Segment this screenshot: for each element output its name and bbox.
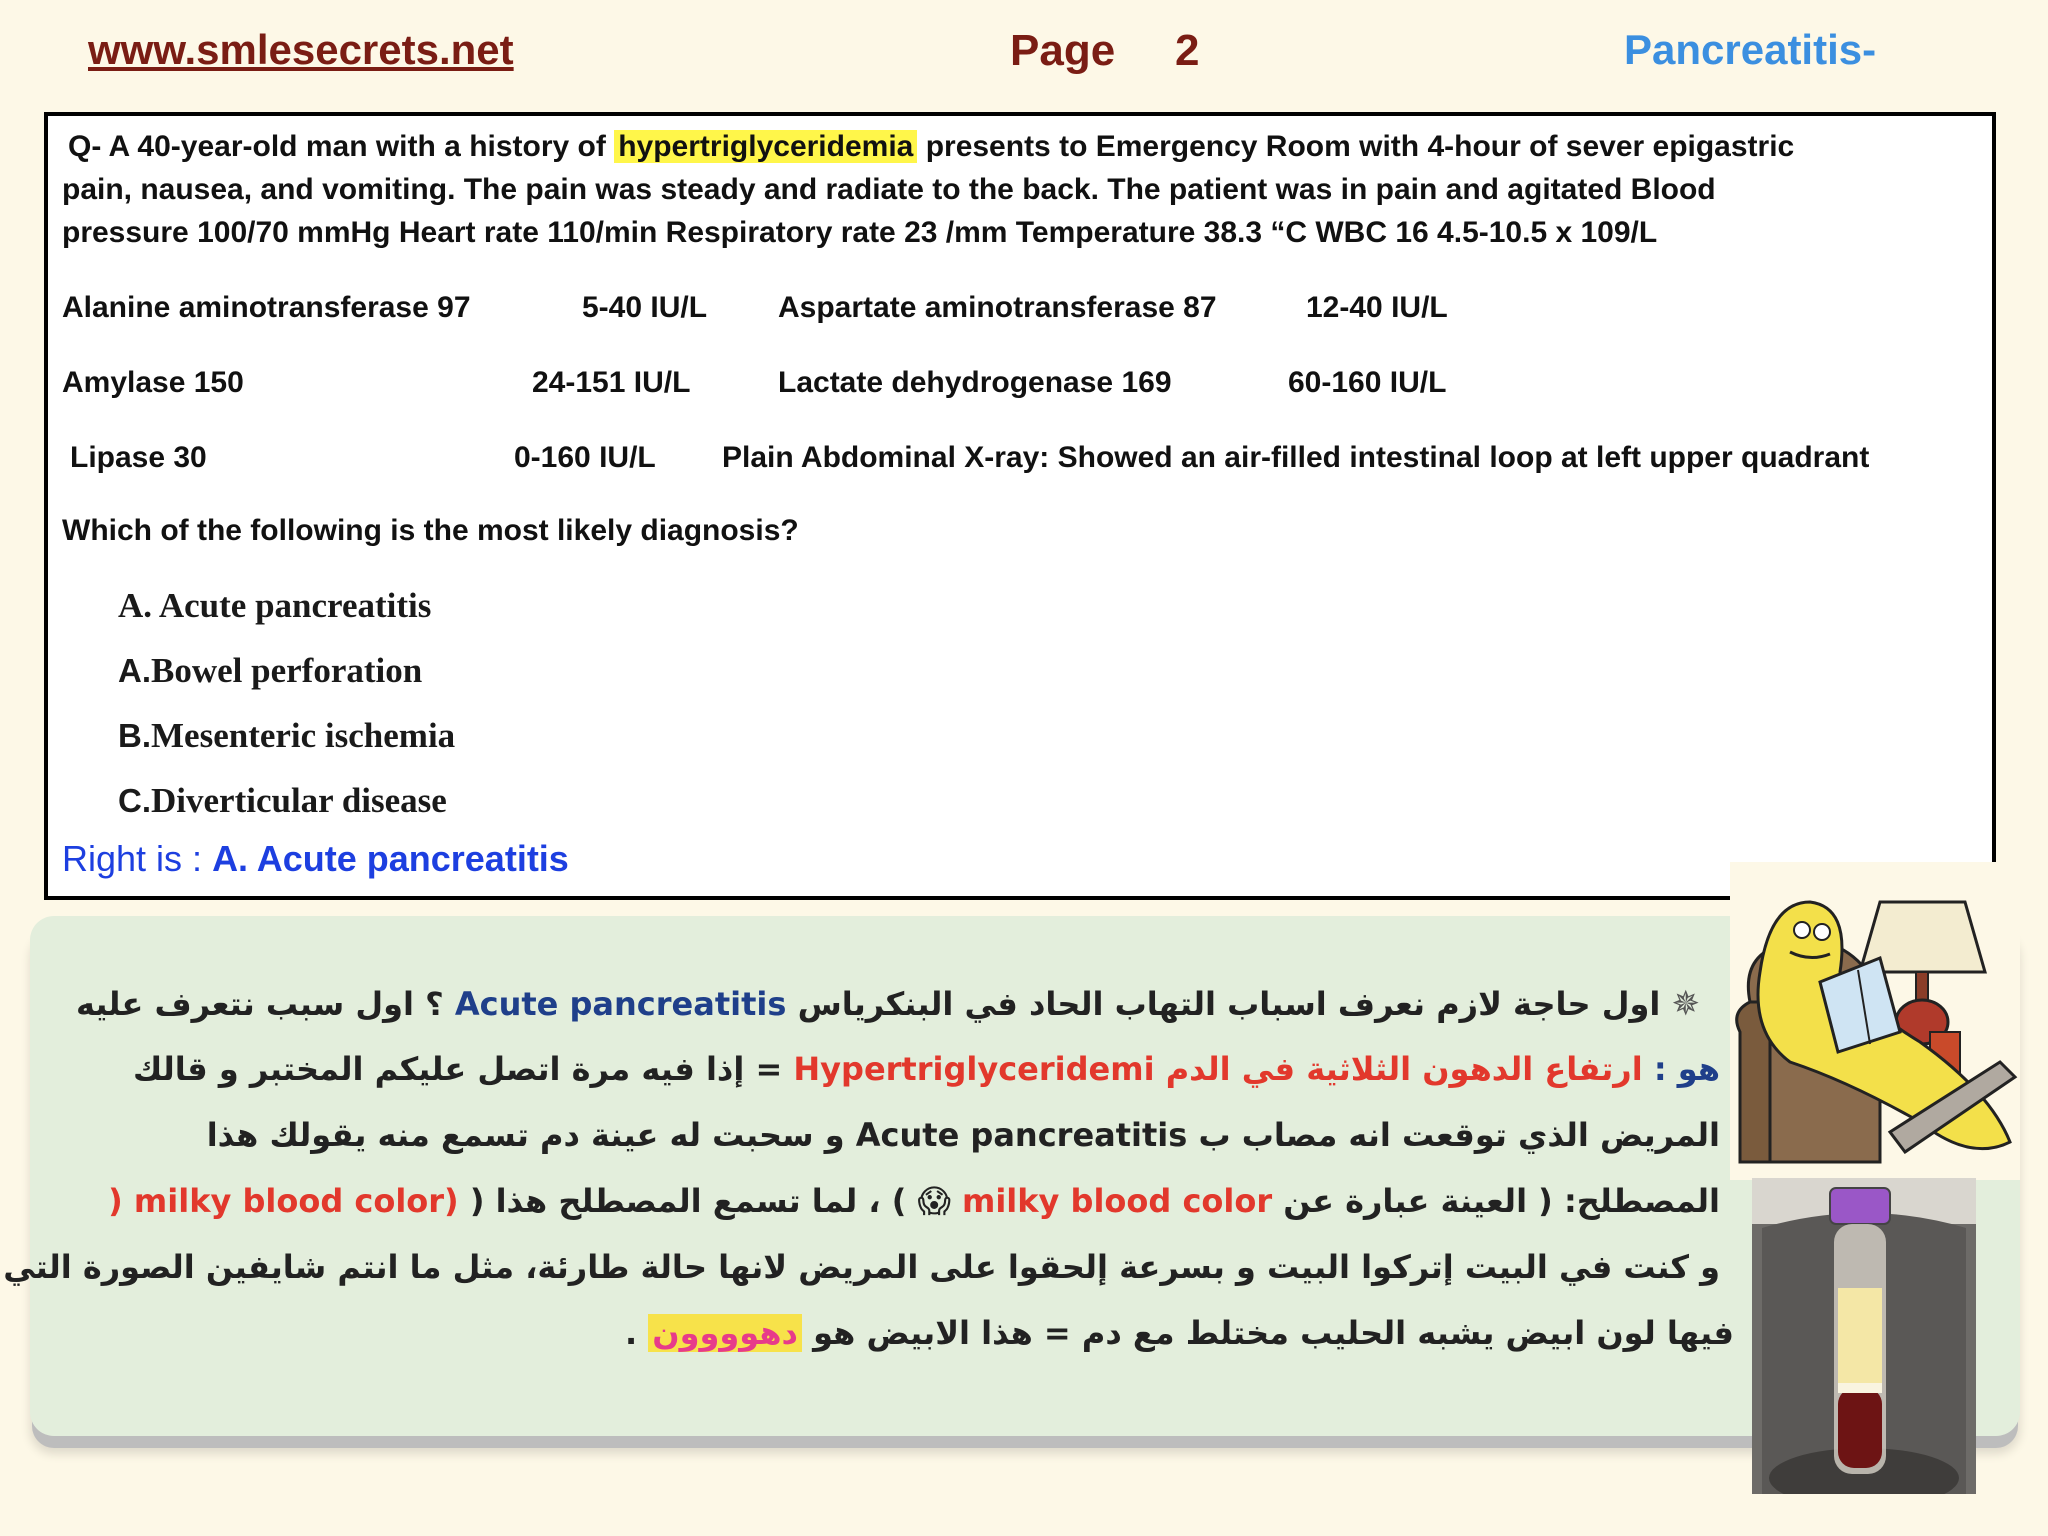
option-text: Bowel perforation (151, 651, 423, 690)
lab-ldh: Lactate dehydrogenase 169 (778, 366, 1172, 399)
note-term: Acute pancreatitis (454, 985, 787, 1023)
highlighted-term: hypertriglyceridemia (614, 130, 917, 163)
question-line-3: pressure 100/70 mmHg Heart rate 110/min Respiratory rate 23 /mm Temperature 38.3 “C WBC 16 4.5-10.5 x 109/L (62, 216, 1658, 249)
option-a-acute-pancreatitis[interactable] (118, 586, 431, 626)
note-line-3 (207, 1116, 1720, 1154)
note-text: المصطلح: ( العينة عبارة عن (1283, 1182, 1720, 1220)
note-term: Hypertriglyceridemi (793, 1050, 1155, 1088)
question-prompt: Which of the following is the most likely diagnosis? (62, 514, 799, 547)
option-letter: A. (118, 652, 151, 689)
option-b-mesenteric-ischemia[interactable] (118, 716, 455, 756)
note-highlight: دهوووون (648, 1314, 802, 1352)
pancreas-cartoon-illustration (1730, 862, 2020, 1180)
option-letter: A. (118, 586, 153, 625)
lab-lipase: Lipase 30 (70, 441, 207, 474)
lab-alt: Alanine aminotransferase 97 (62, 291, 471, 324)
note-term-arabic: ارتفاع الدهون الثلاثية في الدم (1165, 1050, 1643, 1088)
lab-ast: Aspartate aminotransferase 87 (778, 291, 1217, 324)
note-text: = إذا فيه مرة اتصل عليكم المختبر و قالك (132, 1050, 783, 1088)
scream-emoji-icon: 😱 (917, 1182, 951, 1220)
note-text: المريض الذي توقعت انه مصاب ب (1198, 1116, 1720, 1154)
note-line-1 (76, 984, 1700, 1024)
option-a-bowel-perforation[interactable] (118, 651, 422, 691)
note-text: هو : (1653, 1050, 1720, 1088)
question-line1-rest: presents to Emergency Room with 4-hour of sever epigastric (925, 130, 1795, 163)
milky-blood-sample-photo (1752, 1178, 1976, 1494)
lab-ldh-range: 60-160 IU/L (1288, 366, 1447, 399)
explanation-box (3, 916, 2020, 1436)
option-text: Acute pancreatitis (158, 586, 432, 625)
note-term: milky blood color (961, 1182, 1273, 1220)
lab-alt-range: 5-40 IU/L (582, 291, 708, 324)
question-line-2: pain, nausea, and vomiting. The pain was steady and radiate to the back. The patient was in pain and agitated Blood (62, 173, 1716, 206)
note-term: Acute pancreatitis (855, 1116, 1188, 1154)
xray-finding: Plain Abdominal X-ray: Showed an air-filled intestinal loop at left upper quadrant (722, 441, 1870, 474)
option-c-diverticular-disease[interactable] (118, 781, 447, 821)
answer-line (62, 838, 569, 880)
option-letter: C. (118, 782, 151, 819)
option-text: Diverticular disease (151, 781, 447, 820)
note-text: . (624, 1314, 638, 1352)
topic-title: Pancreatitis- (1624, 26, 1877, 73)
note-text: فيها لون ابيض يشبه الحليب مختلط مع دم = هذا الابيض هو (813, 1314, 1734, 1352)
answer-value: A. Acute pancreatitis (212, 838, 569, 879)
note-line-6 (625, 1314, 1734, 1352)
note-text: و سحبت له عينة دم تسمع منه يقولك هذا (206, 1116, 845, 1154)
page-number: 2 (1175, 26, 1200, 75)
note-text: ؟ اول سبب نتعرف عليه (75, 985, 444, 1023)
option-text: Mesenteric ischemia (151, 716, 456, 755)
lab-amylase: Amylase 150 (62, 366, 244, 399)
site-link[interactable]: www.smlesecrets.net (88, 26, 514, 73)
note-text: ) ، لما تسمع المصطلح هذا ( (469, 1182, 907, 1220)
page-header (0, 26, 2048, 86)
question-line-1 (68, 130, 1794, 164)
question-prefix: Q- A 40-year-old man with a history of (68, 130, 606, 163)
option-letter: B. (118, 717, 151, 754)
note-text: اول حاجة لازم نعرف اسباب التهاب الحاد في البنكرياس (797, 985, 1661, 1023)
lab-lipase-range: 0-160 IU/L (514, 441, 656, 474)
note-line-4 (108, 1182, 1720, 1220)
question-box (44, 112, 1996, 900)
answer-label: Right is : (62, 838, 203, 879)
note-term: milky blood color) (133, 1182, 459, 1220)
lab-amylase-range: 24-151 IU/L (532, 366, 691, 399)
asterisk-icon: ✵ (1671, 984, 1700, 1024)
page-label: Page (1010, 26, 1116, 75)
note-line-2 (133, 1050, 1720, 1088)
note-line-5: و كنت في البيت إتركوا البيت و بسرعة إلحقوا على المريض لانها حالة طارئة، مثل ما انتم شايفين الصورة التي (3, 1248, 1720, 1286)
note-paren: ( (108, 1182, 123, 1220)
lab-ast-range: 12-40 IU/L (1306, 291, 1448, 324)
